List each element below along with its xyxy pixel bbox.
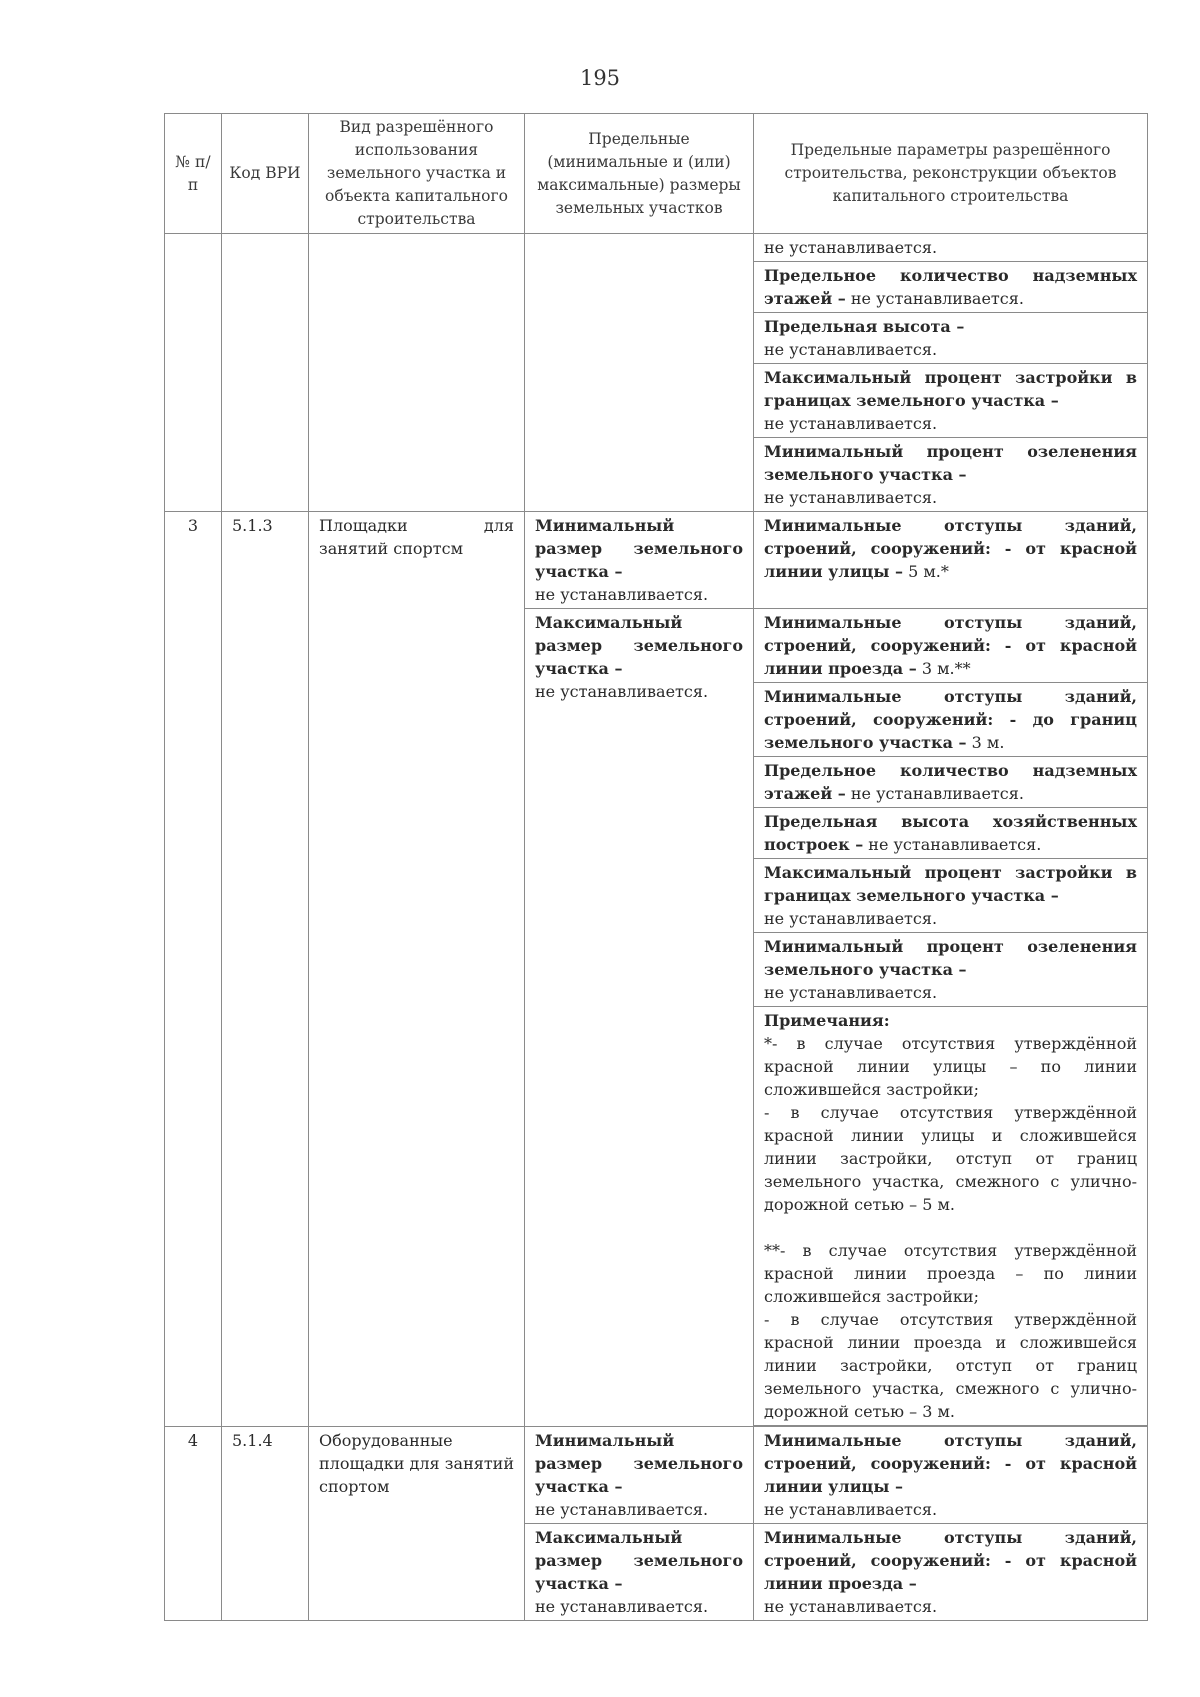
- cont-num-cell: [165, 234, 222, 512]
- param-cell: [754, 313, 1148, 364]
- note-text: - в случае отсутствия утверждённой красной линии улицы и сложившейся линии застройки, отступ от границ земельного участка, смежного с улично-дорожной сетью – 5 м.: [764, 1103, 1137, 1214]
- row-code: 5.1.3: [222, 512, 309, 1427]
- param-cell: [754, 933, 1148, 1007]
- size-value: не устанавливается.: [535, 1500, 709, 1519]
- table-row: [165, 234, 1148, 262]
- param-cell: [754, 262, 1148, 313]
- row-code: 5.1.4: [222, 1427, 309, 1621]
- header-params: Предельные параметры разрешённого строительства, реконструкции объектов капитального строительства: [754, 114, 1148, 234]
- row-use: Площадки для занятий спортсм: [309, 512, 525, 1427]
- param-value: не устанавливается.: [764, 1597, 938, 1616]
- param-cell: [754, 364, 1148, 438]
- param-cell: [754, 512, 1148, 609]
- page-number: 195: [579, 66, 621, 90]
- param-label: Минимальные отступы зданий, строений, сооружений: - от красной линии улицы –: [764, 1431, 1137, 1496]
- header-size: Предельные (минимальные и (или) максимальные) размеры земельных участков: [525, 114, 754, 234]
- param-cell: [754, 234, 1148, 262]
- size-value: не устанавливается.: [535, 682, 709, 701]
- cont-code-cell: [222, 234, 309, 512]
- param-value: не устанавливается.: [764, 488, 938, 507]
- param-label: Предельное количество надземных этажей –: [764, 761, 1137, 803]
- size-label: Максимальный размер земельного участка –: [535, 1528, 743, 1593]
- param-text: не устанавливается.: [764, 238, 938, 257]
- header-code: Код ВРИ: [222, 114, 309, 234]
- cont-use-cell: [309, 234, 525, 512]
- param-cell: [754, 438, 1148, 512]
- param-label: Предельная высота хозяйственных построек –: [764, 812, 1137, 854]
- param-label: Максимальный процент застройки в границах земельного участка –: [764, 863, 1137, 905]
- size-value: не устанавливается.: [535, 1597, 709, 1616]
- size-label: Минимальный размер земельного участка –: [535, 1431, 743, 1496]
- param-label: Предельное количество надземных этажей –: [764, 266, 1137, 308]
- regulations-table: [164, 113, 1148, 1621]
- param-label: Минимальные отступы зданий, строений, сооружений: - от красной линии улицы –: [764, 516, 1137, 581]
- notes-cell: [754, 1007, 1148, 1426]
- row-number: 3: [165, 512, 222, 1427]
- size-value: не устанавливается.: [535, 585, 709, 604]
- param-label: Минимальный процент озеленения земельного участка –: [764, 442, 1137, 484]
- param-value: не устанавливается.: [845, 784, 1024, 803]
- param-cell: [754, 1427, 1148, 1524]
- header-num: № п/п: [165, 114, 222, 234]
- notes-title: Примечания:: [764, 1011, 890, 1030]
- size-label: Максимальный размер земельного участка –: [535, 613, 743, 678]
- cont-size-cell: [525, 234, 754, 512]
- param-label: Минимальный процент озеленения земельного участка –: [764, 937, 1137, 979]
- param-cell: [754, 609, 1148, 683]
- max-size-cell: [525, 609, 754, 1427]
- header-row: [165, 114, 1148, 234]
- param-value: не устанавливается.: [863, 835, 1042, 854]
- note-text: *- в случае отсутствия утверждённой красной линии улицы – по линии сложившейся застройки;: [764, 1034, 1137, 1099]
- note-text: - в случае отсутствия утверждённой красной линии проезда и сложившейся линии застройки, отступ от границ земельного участка, смежного с улично-дорожной сетью – 3 м.: [764, 1310, 1137, 1421]
- size-label: Минимальный размер земельного участка –: [535, 516, 743, 581]
- row-number: 4: [165, 1427, 222, 1621]
- param-label: Максимальный процент застройки в границах земельного участка –: [764, 368, 1137, 410]
- param-label: Минимальные отступы зданий, строений, сооружений: - от красной линии проезда –: [764, 1528, 1137, 1593]
- param-value: 3 м.: [966, 733, 1005, 752]
- table-row: [165, 1427, 1148, 1524]
- max-size-cell: [525, 1524, 754, 1621]
- param-cell: [754, 808, 1148, 859]
- min-size-cell: [525, 1427, 754, 1524]
- header-use: Вид разрешённого использования земельного участка и объекта капитального строительства: [309, 114, 525, 234]
- param-cell: [754, 757, 1148, 808]
- param-label: Минимальные отступы зданий, строений, сооружений: - от красной линии проезда –: [764, 613, 1137, 678]
- param-value: не устанавливается.: [764, 340, 938, 359]
- param-value: не устанавливается.: [764, 1500, 938, 1519]
- param-value: не устанавливается.: [764, 414, 938, 433]
- param-value: не устанавливается.: [764, 909, 938, 928]
- param-value: не устанавливается.: [845, 289, 1024, 308]
- row-use: Оборудованные площадки для занятий спортом: [309, 1427, 525, 1621]
- param-cell: [754, 1524, 1148, 1621]
- note-text: **- в случае отсутствия утверждённой красной линии проезда – по линии сложившейся застройки;: [764, 1241, 1137, 1306]
- param-cell: [754, 859, 1148, 933]
- param-label: Минимальные отступы зданий, строений, сооружений: - до границ земельного участка –: [764, 687, 1137, 752]
- param-cell: [754, 683, 1148, 757]
- param-value: 3 м.**: [916, 659, 971, 678]
- table-row: [165, 512, 1148, 609]
- min-size-cell: [525, 512, 754, 609]
- param-label: Предельная высота –: [764, 317, 965, 336]
- param-value: 5 м.*: [902, 562, 949, 581]
- param-value: не устанавливается.: [764, 983, 938, 1002]
